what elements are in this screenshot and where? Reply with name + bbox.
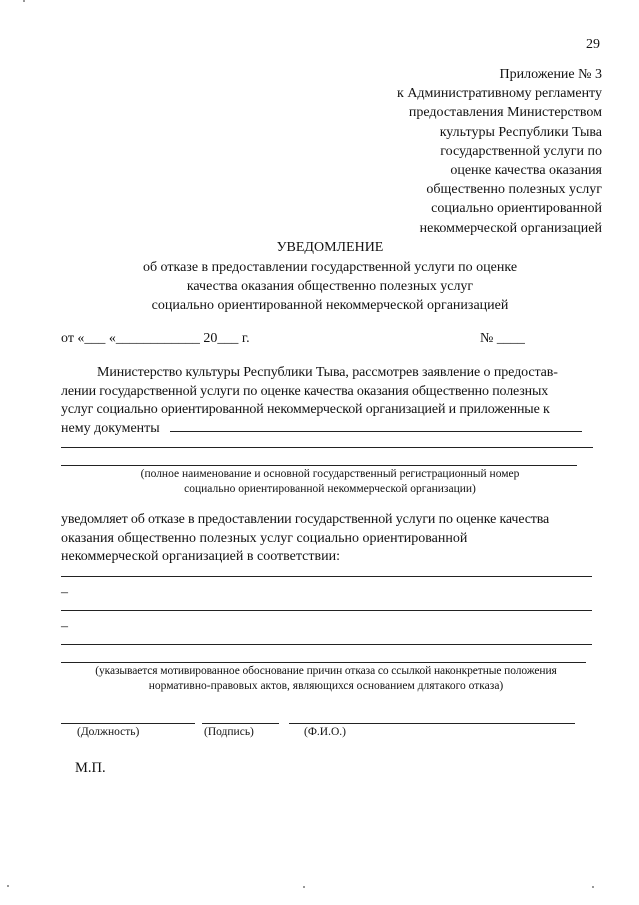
body-line: уведомляет об отказе в предоставлении государственной услуги по оценке качества — [61, 512, 550, 527]
notice-subtitle-line: социально ориентированной некоммерческой организацией — [151, 298, 509, 313]
signature-label: (Подпись) — [204, 726, 254, 738]
body-line: нему документы — [61, 420, 160, 436]
position-line — [61, 723, 195, 724]
reason-line — [61, 662, 586, 663]
appendix-line: к Административному регламенту — [397, 86, 602, 102]
page-number: 29 — [586, 37, 600, 52]
appendix-line: предоставления Министерством — [408, 105, 602, 121]
reason-line — [61, 610, 592, 611]
scan-speck — [592, 886, 594, 888]
dash-mark: – — [61, 585, 68, 600]
body-line: Министерство культуры Республики Тыва, рассмотрев заявление о предостав- — [97, 365, 558, 380]
notice-subtitle-line: качества оказания общественно полезных услуг — [186, 279, 474, 294]
note-line: социально ориентированной некоммерческой организации) — [184, 483, 476, 495]
fullname-line — [289, 723, 575, 724]
appendix-line: культуры Республики Тыва — [439, 124, 602, 140]
scan-speck — [23, 0, 25, 2]
number-field: № ____ — [480, 331, 525, 346]
date-field: от «___ «____________ 20___ г. — [61, 331, 250, 346]
body-line: оказания общественно полезных услуг социально ориентированной — [61, 530, 468, 546]
position-label: (Должность) — [77, 726, 140, 738]
body-paragraph-1 — [61, 364, 601, 438]
body-line: лении государственной услуги по оценке качества оказания общественно полезных — [61, 383, 549, 399]
scan-speck — [303, 886, 305, 888]
appendix-line: некоммерческой организацией — [419, 220, 602, 236]
notice-heading: УВЕДОМЛЕНИЕ — [276, 240, 384, 255]
notice-title — [60, 238, 600, 315]
appendix-line: Приложение № 3 — [499, 67, 602, 82]
scan-speck — [7, 885, 9, 887]
organization-name-line — [61, 447, 593, 448]
notice-subtitle-line: об отказе в предоставлении государственной услуги по оценке — [142, 260, 518, 275]
appendix-line: оценке качества оказания — [450, 163, 602, 179]
fullname-label: (Ф.И.О.) — [304, 726, 346, 738]
dash-mark: – — [61, 619, 68, 634]
signature-line — [202, 723, 279, 724]
organization-note — [70, 467, 590, 497]
stamp-label: М.П. — [75, 760, 106, 776]
body-line: услуг социально ориентированной некоммерческой организацией и приложенные к — [61, 402, 550, 417]
appendix-line: общественно полезных услуг — [426, 182, 602, 198]
appendix-line: социально ориентированной — [431, 201, 602, 217]
organization-name-line — [61, 465, 577, 466]
body-paragraph-2 — [61, 511, 606, 567]
reason-line — [61, 576, 592, 577]
note-line: (полное наименование и основной государственный регистрационный номер — [140, 468, 520, 480]
note-line: (указывается мотивированное обоснование причин отказа со ссылкой наконкретные положения — [95, 665, 557, 677]
appendix-block — [282, 65, 602, 238]
appendix-line: государственной услуги по — [440, 143, 602, 159]
reason-line — [61, 644, 592, 645]
body-line: некоммерческой организацией в соответствии: — [61, 549, 340, 564]
note-line: нормативно-правовых актов, являющихся основанием длятакого отказа) — [148, 680, 504, 692]
reason-note — [56, 664, 596, 694]
organization-name-line — [170, 431, 582, 432]
